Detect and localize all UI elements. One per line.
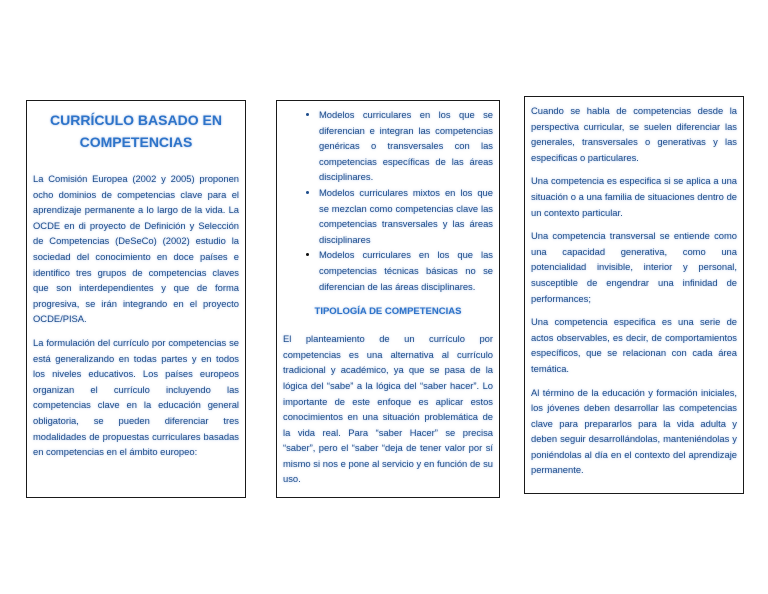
page-title: CURRÍCULO BASADO EN COMPETENCIAS	[50, 112, 222, 150]
specific-acts-paragraph: Una competencia especifica es una serie de actos observables, es decir, de comportamientos específicos, que se relacionan con cada área temática.	[531, 316, 737, 374]
perspective-paragraph: Cuando se habla de competencias desde la perspectiva curricular, se suelen diferenciar las generales, transversales o generativas y las especificas o particulares.	[531, 105, 737, 163]
middle-panel	[276, 100, 500, 498]
intro-paragraph: La Comisión Europea (2002 y 2005) proponen ocho dominios de competencias clave para el aprendizaje permanente a lo largo de la vida. La OCDE en di proyecto de Definición y Selección de Competencias (DeSeCo) (2002) estudio la sociedad del conocimiento en doce países e identifico tres grupos de competencias claves que son interdependientes y que de forma progresiva, se irán integrando en el proyecto OCDE/PISA.	[33, 173, 239, 325]
lifelong-learning-paragraph: Al término de la educación y formación iniciales, los jóvenes deben desarrollar las competencias clave para prepararlos para la vida adulta y deben seguir desarrollándolas, manteniéndolas y poniéndolas al día en el contexto del aprendizaje permanente.	[531, 386, 737, 476]
section-subtitle: TIPOLOGÍA DE COMPETENCIAS	[314, 306, 462, 318]
right-panel	[524, 96, 744, 494]
approach-paragraph: El planteamiento de un currículo por competencias es una alternativa al currículo tradicional y académico, ya que se pasa de la lógica del “sabe” a la lógica del “saber hacer”. Lo importante de este enfoque es aplicar estos conocimientos en una situación problemática de la vida real. Para “saber Hacer” se precisa “saber”, pero el “saber “deja de tener valor por sí mismo si nos e pone al servicio y en función de su uso.	[283, 333, 493, 485]
list-item: • Modelos curriculares en los que las competencias técnicas básicas no se diferencian de las áreas disciplinares.	[319, 247, 493, 294]
curricular-models-list	[283, 107, 493, 294]
transversal-competence-paragraph: Una competencia transversal se entiende como una capacidad generativa, como una potencialidad invisible, interior y personal, susceptible de engendrar una infinidad de performances;	[531, 230, 737, 304]
specific-competence-paragraph: Una competencia es especifica si se aplica a una situación o a una familia de situaciones dentro de un contexto particular.	[531, 175, 737, 218]
left-panel	[26, 100, 246, 498]
list-item: • Modelos curriculares mixtos en los que se mezclan como competencias clave las competencias transversales y las áreas disciplinares	[319, 185, 493, 247]
list-item: • Modelos curriculares en los que se diferencian e integran las competencias genéricas o transversales con las competencias específicas de las áreas disciplinares.	[319, 107, 493, 185]
curriculum-paragraph: La formulación del currículo por competencias se está generalizando en todas partes y en todos los niveles educativos. Los países europeos organizan el currículo incluyendo las competencias clave en la educación general obligatoria, se pueden diferenciar tres modalidades de propuestas curriculares basadas en competencias en el ámbito europeo:	[33, 336, 239, 458]
